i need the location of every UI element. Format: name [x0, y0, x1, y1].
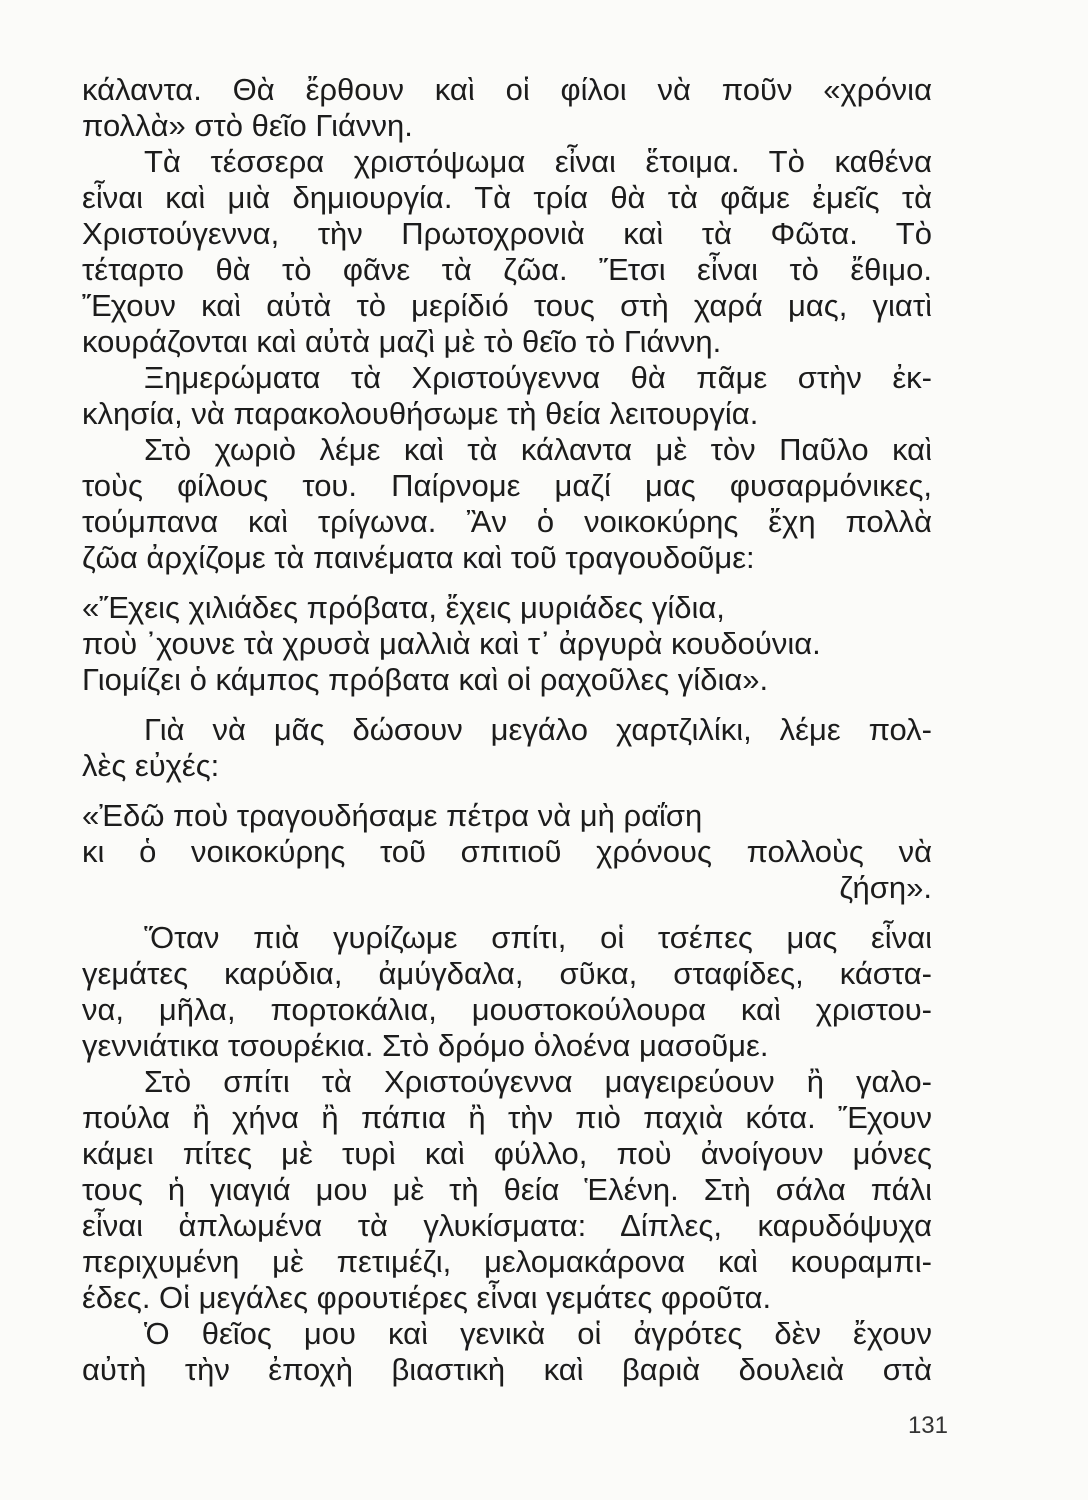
text-line: εἶναι καὶ μιὰ δημιουργία. Τὰ τρία θὰ τὰ φᾶμε ἐμεῖς τὰ [82, 180, 932, 215]
text-line: Στὸ χωριὸ λέμε καὶ τὰ κάλαντα μὲ τὸν Παῦλο καὶ [144, 432, 932, 467]
text-line: Στὸ σπίτι τὰ Χριστούγεννα μαγειρεύουν ἢ γαλο- [144, 1064, 932, 1099]
text-line: Χριστούγεννα, τὴν Πρωτοχρονιὰ καὶ τὰ Φῶτα. Τὸ [82, 216, 932, 251]
text-line: τούμπανα καὶ τρίγωνα. Ἂν ὁ νοικοκύρης ἔχη πολλὰ [82, 504, 932, 539]
text-line: κάμει πίτες μὲ τυρὶ καὶ φύλλο, ποὺ ἀνοίγουν μόνες [82, 1136, 932, 1171]
text-line: τέταρτο θὰ τὸ φᾶνε τὰ ζῶα. Ἔτσι εἶναι τὸ ἔθιμο. [82, 252, 932, 287]
verse-line: Γιομίζει ὁ κάμπος πρόβατα καὶ οἱ ραχοῦλες γίδια». [82, 662, 769, 697]
verse-line: «Ἔχεις χιλιάδες πρόβατα, ἔχεις μυριάδες γίδια, [82, 590, 725, 625]
text-line: ζῶα ἀρχίζομε τὰ παινέματα καὶ τοῦ τραγουδοῦμε: [82, 540, 755, 575]
text-line: λὲς εὐχές: [82, 748, 220, 783]
verse-line: κι ὁ νοικοκύρης τοῦ σπιτιοῦ χρόνους πολλοὺς νὰ [82, 834, 932, 869]
text-line: κάλαντα. Θὰ ἔρθουν καὶ οἱ φίλοι νὰ ποῦν «χρόνια [82, 72, 932, 107]
text-line: τους ἡ γιαγιά μου μὲ τὴ θεία Ἑλένη. Στὴ σάλα πάλι [82, 1172, 932, 1207]
text-line: περιχυμένη μὲ πετιμέζι, μελομακάρονα καὶ κουραμπι- [82, 1244, 932, 1279]
text-line: πολλὰ» στὸ θεῖο Γιάννη. [82, 108, 413, 143]
text-line: να, μῆλα, πορτοκάλια, μουστοκούλουρα καὶ χριστου- [82, 992, 932, 1027]
text-line: κουράζονται καὶ αὐτὰ μαζὶ μὲ τὸ θεῖο τὸ Γιάννη. [82, 324, 722, 359]
text-line: Ἔχουν καὶ αὐτὰ τὸ μερίδιό τους στὴ χαρά μας, γιατὶ [82, 288, 932, 323]
verse-line: ζήση». [839, 870, 932, 905]
text-line: γεμάτες καρύδια, ἀμύγδαλα, σῦκα, σταφίδες, κάστα- [82, 956, 932, 991]
text-line: Ὅταν πιὰ γυρίζωμε σπίτι, οἱ τσέπες μας εἶναι [144, 920, 932, 955]
page-number: 131 [907, 1412, 948, 1439]
text-line: γεννιάτικα τσουρέκια. Στὸ δρόμο ὁλοένα μασοῦμε. [82, 1028, 769, 1063]
text-line: εἶναι ἁπλωμένα τὰ γλυκίσματα: Δίπλες, καρυδόψυχα [82, 1208, 932, 1243]
text-line: Ξημερώματα τὰ Χριστούγεννα θὰ πᾶμε στὴν ἐκ- [144, 360, 932, 395]
text-line: Τὰ τέσσερα χριστόψωμα εἶναι ἕτοιμα. Τὸ καθένα [144, 144, 932, 179]
text-line: κλησία, νὰ παρακολουθήσωμε τὴ θεία λειτουργία. [82, 396, 759, 431]
text-line: έδες. Οἱ μεγάλες φρουτιέρες εἶναι γεμάτες φροῦτα. [82, 1280, 772, 1315]
text-line: Ὁ θεῖος μου καὶ γενικὰ οἱ ἀγρότες δὲν ἔχουν [144, 1316, 932, 1351]
verse-line: «Ἐδῶ ποὺ τραγουδήσαμε πέτρα νὰ μὴ ραΐση [82, 798, 703, 833]
book-page [82, 72, 932, 1388]
text-line: Γιὰ νὰ μᾶς δώσουν μεγάλο χαρτζιλίκι, λέμε πολ- [144, 712, 932, 747]
text-line: πούλα ἢ χήνα ἢ πάπια ἢ τὴν πιὸ παχιὰ κότα. Ἔχουν [82, 1100, 932, 1135]
verse-line: ποὺ ᾿χουνε τὰ χρυσὰ μαλλιὰ καὶ τ᾿ ἀργυρὰ κουδούνια. [82, 626, 821, 661]
text-line: αὐτὴ τὴν ἐποχὴ βιαστικὴ καὶ βαριὰ δουλειὰ στὰ [82, 1352, 932, 1387]
text-line: τοὺς φίλους του. Παίρνομε μαζί μας φυσαρμόνικες, [82, 468, 932, 503]
